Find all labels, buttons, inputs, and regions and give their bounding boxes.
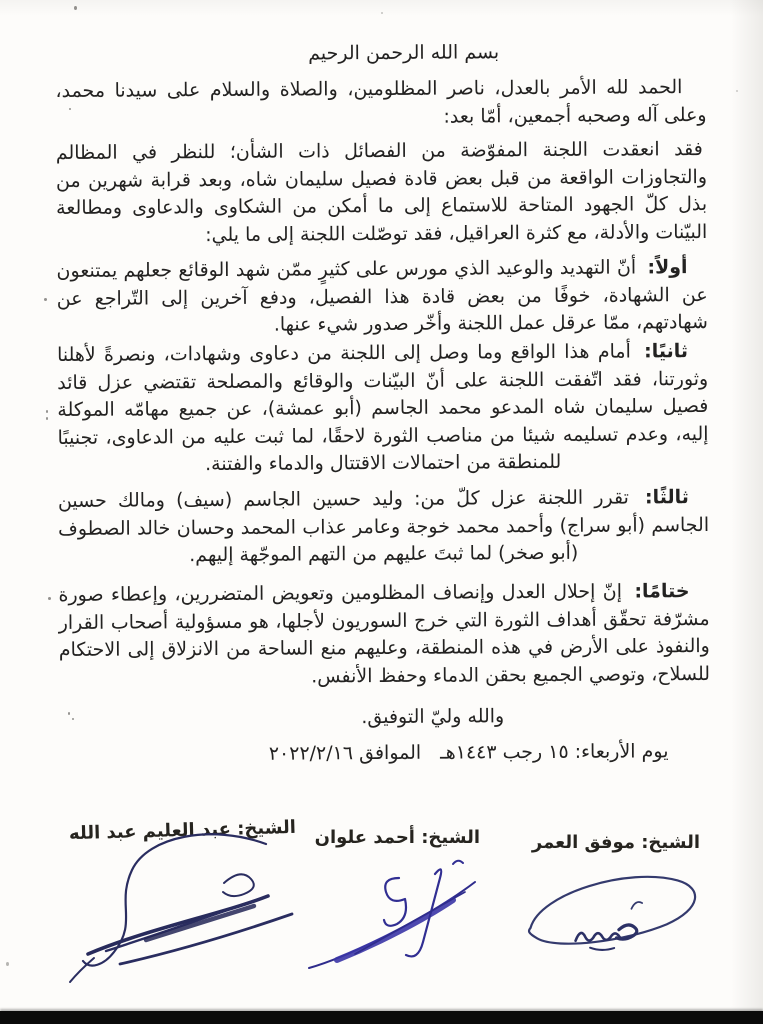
basmala-text: بسم الله الرحمن الرحيم: [308, 41, 500, 65]
signature-scribble-mowaffaq-omar: [510, 851, 718, 983]
ink-speck: [74, 6, 77, 10]
ink-speck: [6, 962, 9, 966]
ink-speck: [46, 417, 48, 420]
clause-closing-label: ختامًا:: [634, 580, 690, 603]
preamble-paragraph: فقد انعقدت اللجنة المفوّضة من الفصائل ذات الشأن؛ للنظر في المظالم والتجاوزات الواقعة من قبل بعض قادة فصيل سليمان شاه، وبعد قرابة شهرين من بذل كلّ الجهود المتاحة للاستماع إلى ما أمكن من الشكاوى والدعاوى ومطالعة البيّنات والأدلة، مع كثرة العراقيل، فقد توصّلت اللجنة إلى ما يلي:: [55, 138, 708, 246]
ink-speck: [69, 108, 71, 110]
clause-first-label: أولاً:: [647, 256, 688, 279]
clause-second-text: أمام هذا الواقع وما وصل إلى اللجنة من دعاوى وشهادات، ونصرةً لأهلنا وثورتنا، فقد اتّفقت اللجنة على أنّ البيّنات والوقائع والمصلحة تقتضي عزل قائد فصيل سليمان شاه المدعو محمد الجاسم (أبو عمشة)، عن جميع مهامّه الموكلة إليه، وعدم تسليمه شيئا من مناصب الثورة لاحقًا، لما ثبت عليه من الدعاوى، تجنيبًا للمنطقة من احتمالات الاقتتال والدماء والفتنة.: [56, 340, 709, 476]
ink-speck: [736, 90, 738, 92]
ink-speck: [381, 12, 383, 14]
ink-speck: [68, 712, 70, 715]
ink-speck: [72, 718, 74, 720]
date-line: يوم الأربعاء: ١٥ رجب ١٤٤٣هـ الموافق ٢٠٢٢/٢/١٦: [268, 740, 669, 765]
signature-name-mowaffaq-omar: الشيخ: موفق العمر: [531, 832, 700, 853]
signature-name-ahmad-alwan: الشيخ: أحمد علوان: [314, 827, 480, 848]
clause-second-label: ثانيًا:: [644, 340, 689, 363]
bottom-scan-bar: [0, 1011, 763, 1024]
signature-name-abdulalim-abdullah: الشيخ: عبد العليم عبد الله: [68, 816, 297, 845]
intro-paragraph: الحمد لله الأمر بالعدل، ناصر المظلومين، والصلاة والسلام على سيدنا محمد، وعلى آله وصحبه أجمعين، أمّا بعد:: [55, 76, 707, 128]
ink-speck: [46, 410, 48, 413]
signature-scribble-abdulalim-abdullah: [52, 826, 310, 988]
clause-closing-text: إنّ إحلال العدل وإنصاف المظلومين وتعويض المتضررين، وإعطاء صورة مشرّفة تحقّق أهداف الثورة التي خرج السوريون لأجلها، هو مسؤولية أصحاب القرار والنفوذ على الأرض في هذه المنطقة، وعليهم منع الساحة من الانزلاق إلى الاحتكام للسلاح، وتوصي الجميع بحقن الدماء وحفظ الأنفس.: [58, 580, 711, 687]
clause-first-text: أنّ التهديد والوعيد الذي مورس على كثيرٍ ممّن شهد الوقائع جعلهم يمتنعون عن الشهادة، خوفًا من بعض قادة هذا الفصيل، ودفع آخرين إلى التّراجع عن شهادتهم، ممّا عرقل عمل اللجنة وأخّر صدور شيء عنها.: [56, 256, 708, 336]
clause-third-label: ثالثًا:: [644, 486, 689, 509]
ink-speck: [44, 298, 47, 301]
signature-scribble-ahmad-alwan: [303, 848, 490, 990]
closing-line: والله وليّ التوفيق.: [361, 705, 505, 729]
ink-speck: [48, 597, 51, 600]
clause-third-text: تقرر اللجنة عزل كلّ من: وليد حسين الجاسم (سيف) ومالك حسين الجاسم (أبو سراج) وأحمد محمد خوجة وعامر عذاب المحمد وحسان خالد الصطوف (أبو صخر) لما ثبتَ عليهم من التهم الموجّهة إليهم.: [57, 486, 710, 567]
